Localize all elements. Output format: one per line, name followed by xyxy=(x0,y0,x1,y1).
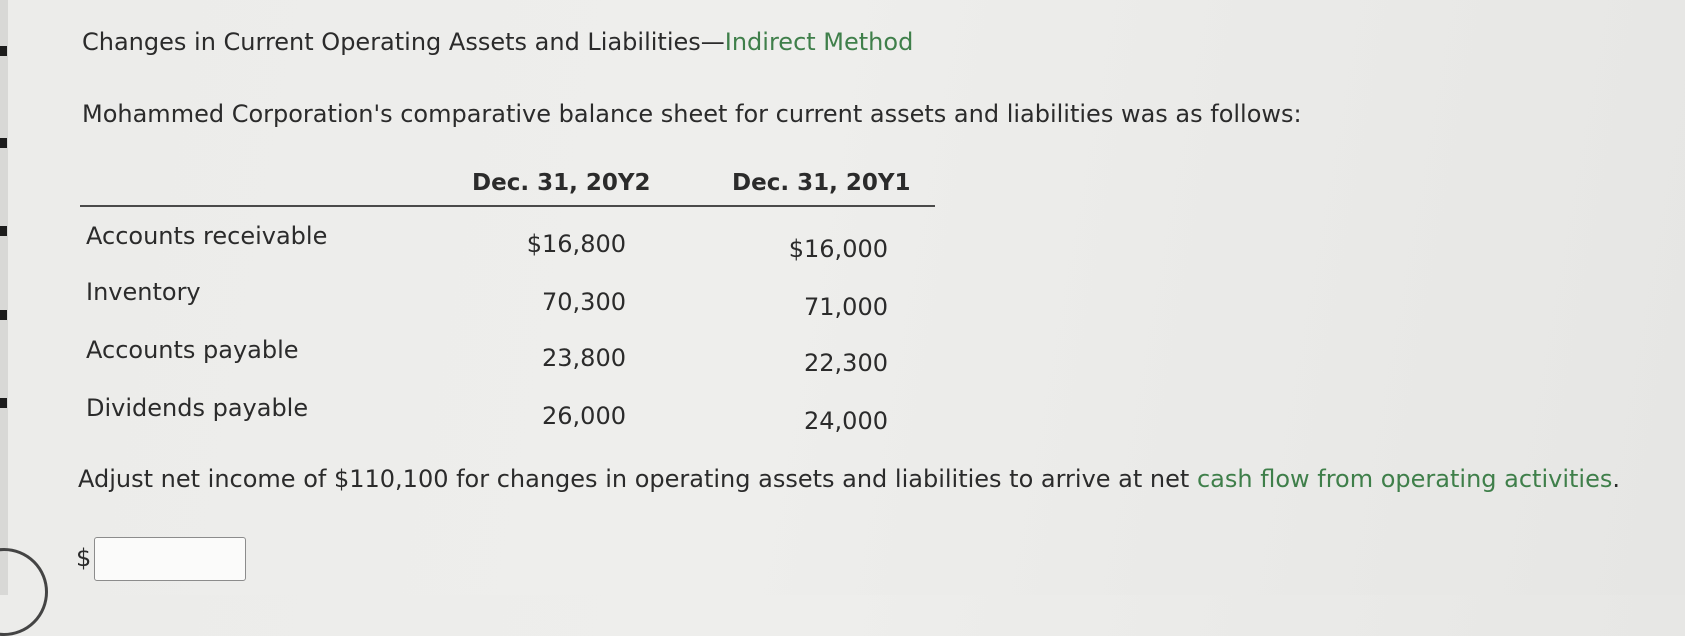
instruction-end: . xyxy=(1612,465,1620,493)
problem-title-main: Changes in Current Operating Assets and Liabilities xyxy=(82,28,701,56)
currency-symbol: $ xyxy=(76,544,92,572)
row-label: Accounts receivable xyxy=(86,222,328,250)
row-label: Dividends payable xyxy=(86,394,309,422)
cell-20y2: 23,800 xyxy=(542,344,626,372)
instruction-main: Adjust net income of $110,100 for changes in operating assets and liabilities to arrive at net xyxy=(78,465,1197,493)
cell-20y1: 71,000 xyxy=(804,293,888,321)
problem-title-accent: Indirect Method xyxy=(724,28,914,56)
answer-input[interactable] xyxy=(94,537,246,581)
edge-marker xyxy=(0,226,7,236)
left-window-edge xyxy=(0,0,8,595)
cell-20y2: 70,300 xyxy=(542,288,626,316)
header-rule xyxy=(80,205,935,207)
edge-marker xyxy=(0,138,7,148)
edge-marker xyxy=(0,398,7,408)
edge-marker xyxy=(0,46,7,56)
cell-20y2: $16,800 xyxy=(526,230,626,258)
instruction-link-term[interactable]: cash flow from operating activities xyxy=(1196,465,1613,493)
problem-intro: Mohammed Corporation's comparative balance sheet for current assets and liabilities was as follows: xyxy=(82,100,1302,128)
cell-20y1: 24,000 xyxy=(804,407,888,435)
cell-20y1: $16,000 xyxy=(788,235,888,263)
column-header-20y1: Dec. 31, 20Y1 xyxy=(732,170,911,196)
problem-title xyxy=(82,28,913,56)
corner-button-edge[interactable] xyxy=(0,548,48,636)
instruction-text xyxy=(78,460,1668,498)
edge-marker xyxy=(0,310,7,320)
cell-20y1: 22,300 xyxy=(804,349,888,377)
cell-20y2: 26,000 xyxy=(542,402,626,430)
row-label: Accounts payable xyxy=(86,336,299,364)
row-label: Inventory xyxy=(86,278,201,306)
problem-title-dash: — xyxy=(700,28,725,56)
column-header-20y2: Dec. 31, 20Y2 xyxy=(472,170,651,196)
